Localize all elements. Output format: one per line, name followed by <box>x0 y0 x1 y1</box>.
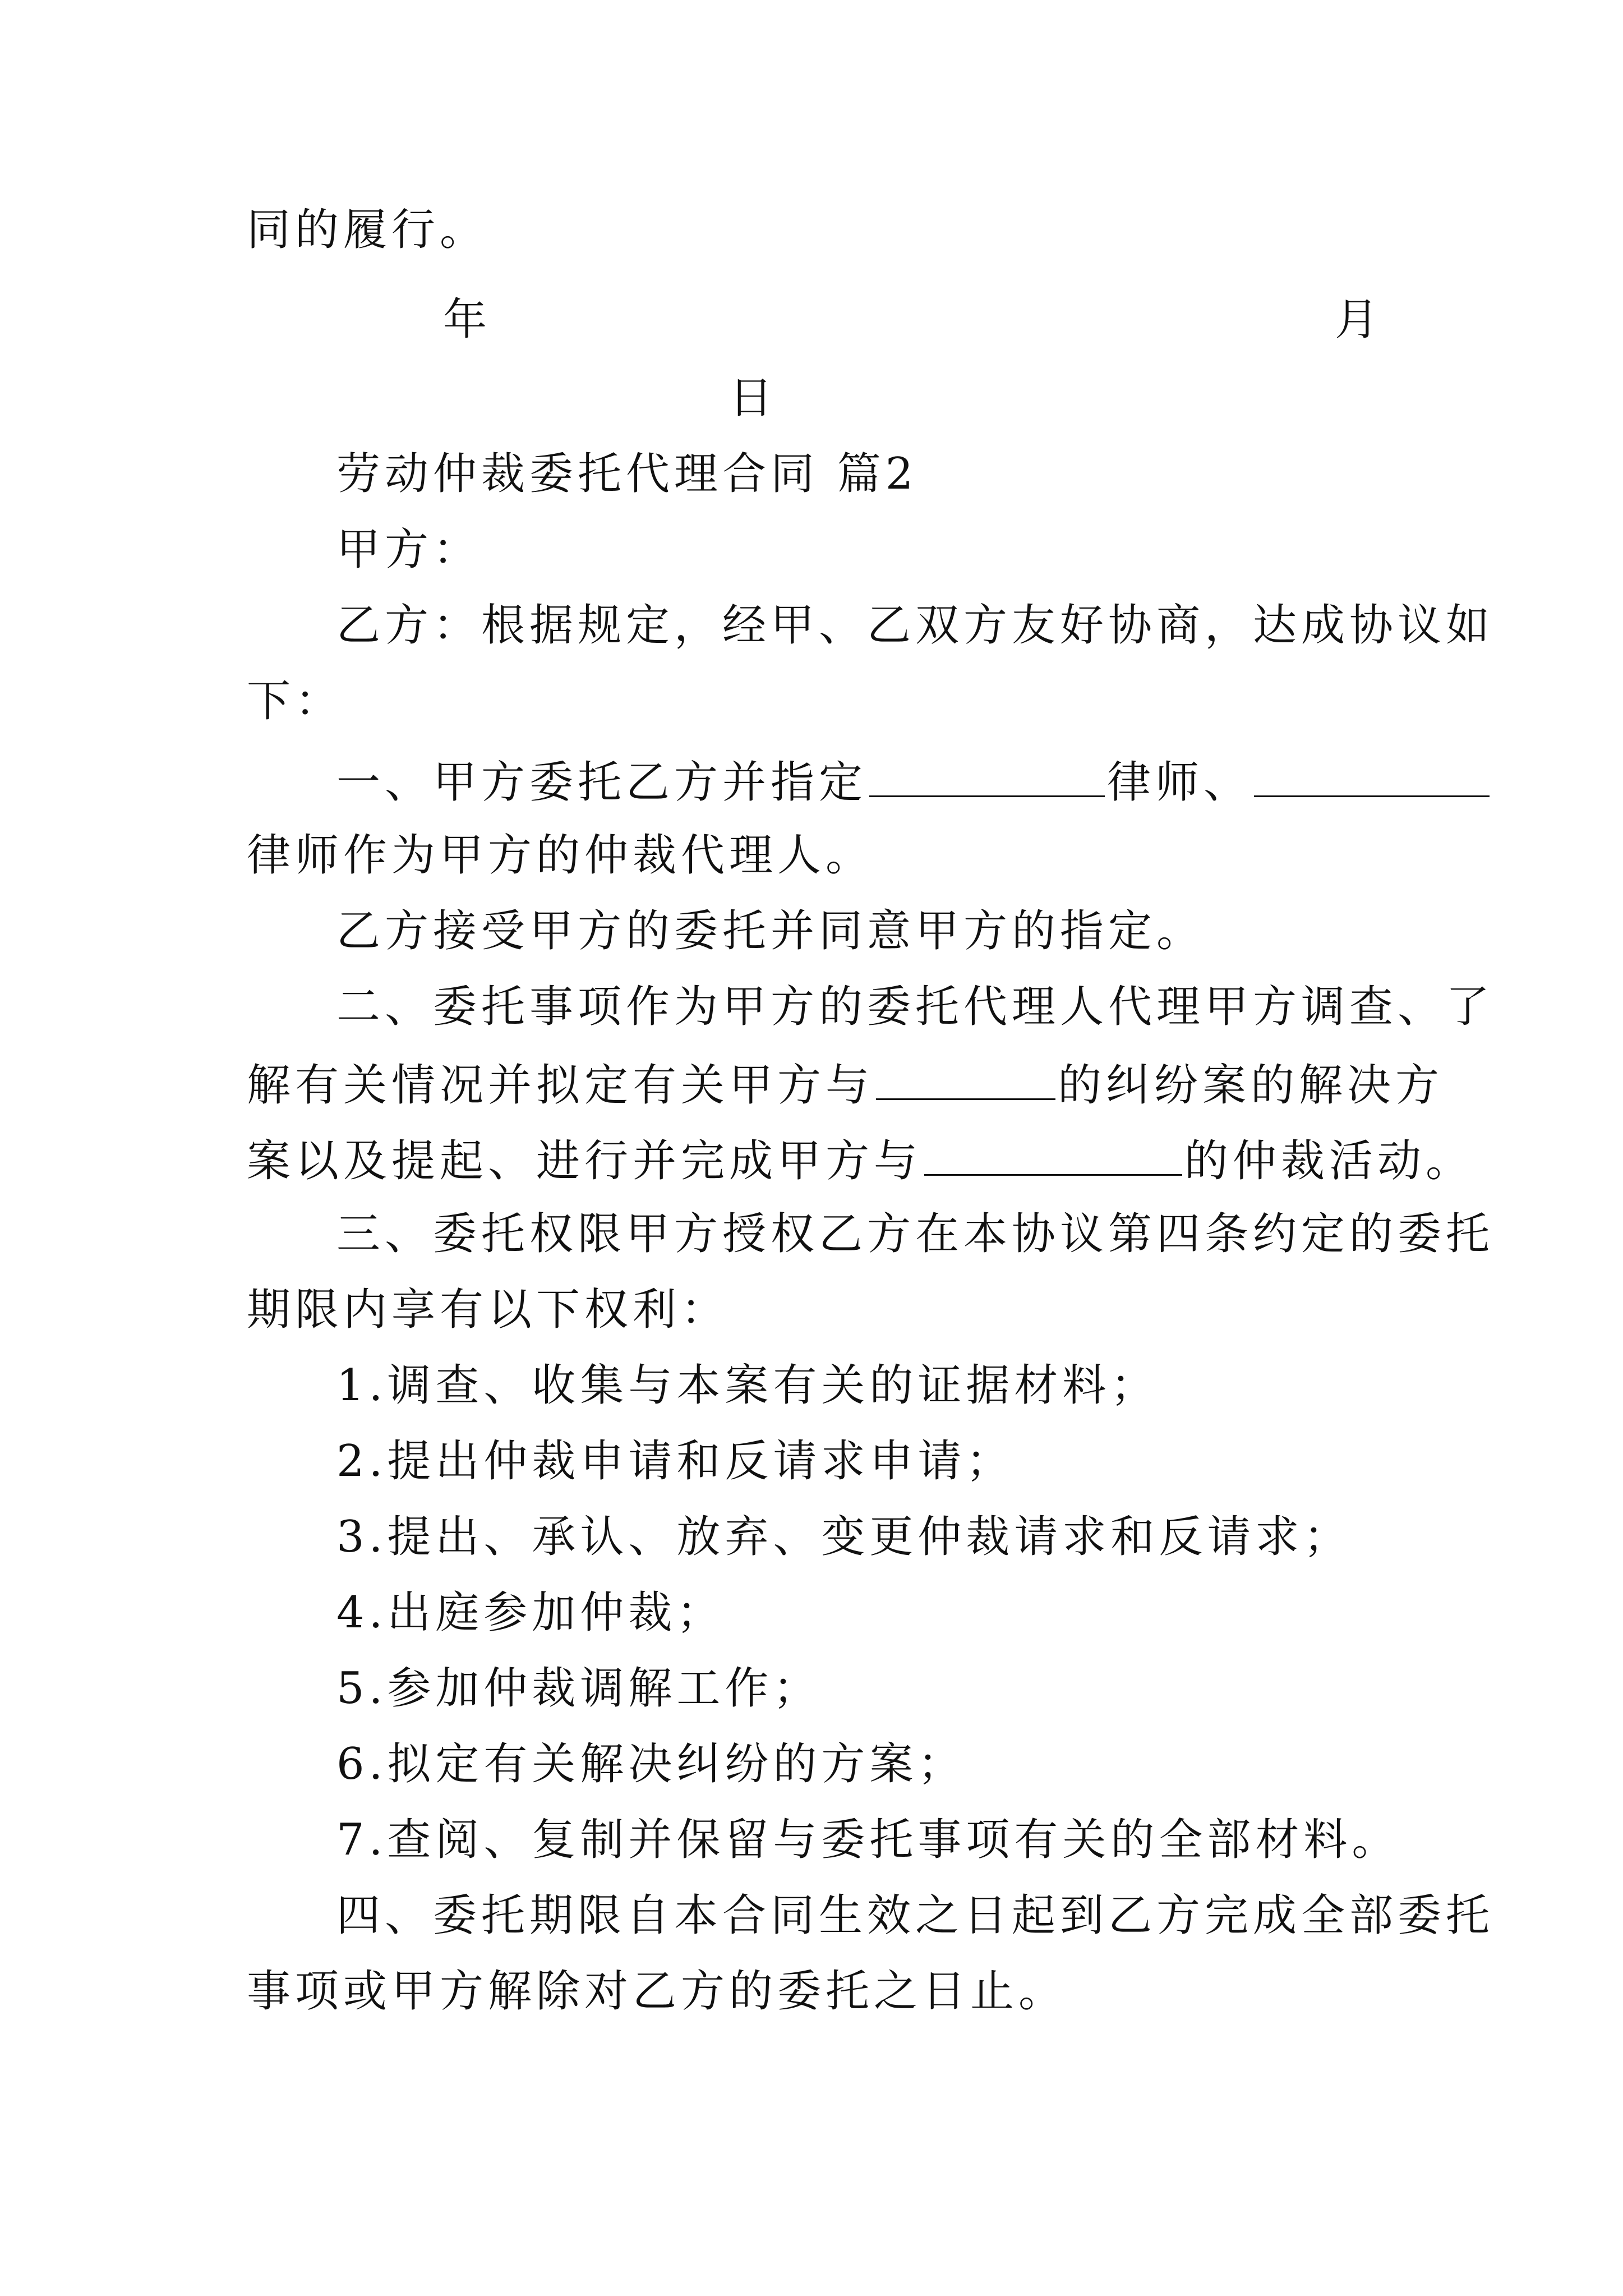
date-day-label: 日 <box>729 373 778 424</box>
text-segment: 一、甲方委托乙方并指定 <box>336 757 868 808</box>
fill-blank <box>1254 752 1490 797</box>
list-item: 5.参加仲裁调解工作； <box>336 1663 822 1714</box>
text-segment: 的仲裁活动。 <box>1184 1136 1474 1186</box>
list-item: 1.调查、收集与本案有关的证据材料； <box>336 1360 1159 1411</box>
fill-blank <box>869 752 1105 797</box>
list-item: 4.出庭参加仲裁； <box>336 1588 725 1638</box>
date-year-label: 年 <box>443 295 492 345</box>
text-line <box>247 1055 1444 1114</box>
text-line: 同的履行。 <box>247 205 488 255</box>
text-line: 期限内享有以下权利： <box>247 1285 730 1335</box>
text-segment: 解有关情况并拟定有关甲方与 <box>247 1060 874 1111</box>
list-item: 2.提出仲裁申请和反请求申请； <box>336 1436 1015 1487</box>
text-segment: 律师、 <box>1107 757 1252 808</box>
section-title: 劳动仲裁委托代理合同 篇2 <box>336 449 918 499</box>
list-item: 3.提出、承认、放弃、变更仲裁请求和反请求； <box>336 1512 1352 1562</box>
text-line: 律师作为甲方的仲裁代理人。 <box>247 830 874 881</box>
text-line: 四、委托期限自本合同生效之日起到乙方完成全部委托 <box>336 1890 1495 1941</box>
party-a-label: 甲方： <box>336 524 482 575</box>
text-line <box>336 752 1492 811</box>
text-segment: 案以及提起、进行并完成甲方与 <box>247 1136 923 1186</box>
list-item: 6.拟定有关解决纠纷的方案； <box>336 1739 966 1789</box>
text-line: 三、委托权限甲方授权乙方在本协议第四条约定的委托 <box>336 1209 1495 1259</box>
list-item: 7.查阅、复制并保留与委托事项有关的全部材料。 <box>336 1815 1400 1865</box>
date-month-label: 月 <box>1335 295 1384 345</box>
text-line: 二、委托事项作为甲方的委托代理人代理甲方调查、了 <box>336 982 1495 1032</box>
text-segment: 的纠纷案的解决方 <box>1058 1060 1444 1111</box>
text-line: 下： <box>247 676 344 726</box>
text-line <box>247 1130 1474 1189</box>
text-line: 事项或甲方解除对乙方的委托之日止。 <box>247 1966 1067 2017</box>
fill-blank <box>876 1055 1055 1100</box>
text-line: 乙方接受甲方的委托并同意甲方的指定。 <box>336 906 1205 956</box>
text-line: 乙方：根据规定，经甲、乙双方友好协商，达成协议如 <box>336 600 1495 651</box>
fill-blank <box>924 1130 1182 1176</box>
